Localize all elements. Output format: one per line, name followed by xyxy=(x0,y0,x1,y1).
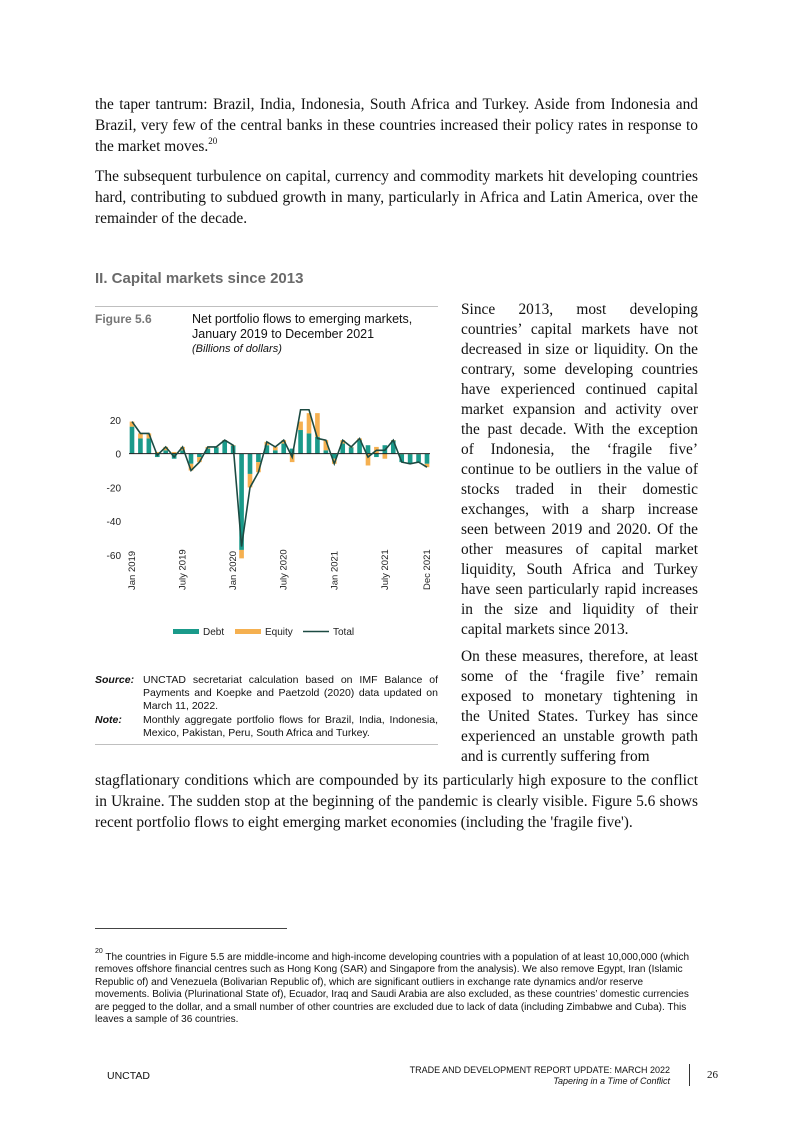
bar-debt xyxy=(256,454,261,462)
text-line: the United States. Turkey has since xyxy=(461,708,698,725)
x-tick-label: Jan 2019 xyxy=(127,550,138,590)
footnote-number: 20 xyxy=(95,947,103,955)
footer-report-subtitle: Tapering in a Time of Conflict xyxy=(553,1076,670,1086)
text-line: continue to be outliers in the value of xyxy=(461,461,698,478)
bar-debt xyxy=(163,450,168,453)
footnote-20 xyxy=(95,947,700,1026)
bar-debt xyxy=(416,454,421,462)
legend-swatch-equity xyxy=(235,629,261,634)
text-line: exposed to monetary tightening in xyxy=(461,688,698,705)
bar-debt xyxy=(248,454,253,474)
figure-label: Figure 5.6 xyxy=(95,312,152,326)
total-line xyxy=(132,410,427,547)
text-line: some of the ‘fragile five’ remain xyxy=(461,668,698,685)
text-line: the past decade. With the exception xyxy=(461,421,698,438)
bar-debt xyxy=(214,447,219,454)
x-tick-label: July 2019 xyxy=(177,549,189,590)
text-line: liquidity, South Africa and Turkey xyxy=(461,561,698,578)
y-tick-label: -20 xyxy=(106,483,121,495)
paragraph-intro: the taper tantrum: Brazil, India, Indonesia, South Africa and Turkey. Aside from Indonesia and Brazil, very few of the central banks in these countries increased their policy rates in response to the market moves.$^{20}$ xyxy=(95,96,698,155)
figure-source xyxy=(95,674,438,740)
text-line: Since 2013, most developing xyxy=(461,301,698,318)
figure-top-rule xyxy=(95,306,438,307)
text-line: experienced an unstable growth path xyxy=(461,728,698,745)
y-tick-label: -60 xyxy=(106,551,121,562)
text-line: exchanges, with a sharp increase xyxy=(461,501,698,518)
bar-debt xyxy=(189,454,194,464)
text-line: seen between 2019 and 2020. Of the xyxy=(461,521,698,538)
bar-debt xyxy=(138,438,143,453)
bar-debt xyxy=(408,454,413,464)
right-column-text-2 xyxy=(461,647,698,767)
text-line: capital markets since 2013. xyxy=(461,621,629,638)
x-tick-label: Dec 2021 xyxy=(422,549,433,590)
x-tick-label: July 2020 xyxy=(278,549,290,590)
text-line: other measures of capital market xyxy=(461,541,698,558)
legend-label-total: Total xyxy=(333,627,355,638)
text-line: market expansion and activity over xyxy=(461,401,698,418)
bar-debt xyxy=(298,430,303,454)
right-column-text-1 xyxy=(461,300,698,640)
bar-debt xyxy=(374,454,379,457)
y-tick-label: 20 xyxy=(109,415,121,427)
bar-debt xyxy=(324,450,329,453)
legend-label-equity: Equity xyxy=(265,627,293,638)
text-line: have experienced continued capital xyxy=(461,381,698,398)
figure-title-line1: Net portfolio flows to emerging markets, xyxy=(192,312,413,326)
figure-units: (Billions of dollars) xyxy=(192,343,282,355)
bar-equity xyxy=(383,454,388,459)
bar-equity xyxy=(239,550,244,558)
footer-report-title: TRADE AND DEVELOPMENT REPORT UPDATE: MARCH 2022 xyxy=(409,1065,670,1075)
text-line: On these measures, therefore, at least xyxy=(461,648,698,665)
section-heading: II. Capital markets since 2013 xyxy=(95,270,304,287)
text-line: have seen particularly rapid increases xyxy=(461,581,698,598)
portfolio-flows-chart xyxy=(95,385,440,650)
page-number: 26 xyxy=(707,1069,718,1081)
x-tick-label: July 2021 xyxy=(379,549,391,590)
source-label: Source: xyxy=(95,674,135,686)
text-line: in the size and liquidity of their xyxy=(461,601,698,618)
footnote-separator xyxy=(95,928,287,929)
footer-org: UNCTAD xyxy=(107,1070,150,1082)
y-tick-label: -40 xyxy=(106,517,121,529)
note-text: Monthly aggregate portfolio flows for Brazil, India, Indonesia, Mexico, Pakistan, Peru, South Africa and Turkey. xyxy=(143,714,438,739)
text-line: and is currently suffering from xyxy=(461,748,650,765)
source-text: UNCTAD secretariat calculation based on IMF Balance of Payments and Koepke and Paetzold (2020) data updated on March 11, 2022. xyxy=(143,674,438,712)
x-tick-label: Jan 2021 xyxy=(329,550,341,590)
footer-divider xyxy=(689,1064,690,1086)
figure-bottom-rule xyxy=(95,744,438,745)
bar-debt xyxy=(130,427,135,454)
text-line: stocks traded in their domestic xyxy=(461,481,698,498)
text-line: countries’ capital markets have not xyxy=(461,321,698,338)
bar-debt xyxy=(307,433,312,453)
figure-title-line2: January 2019 to December 2021 xyxy=(192,327,375,341)
text-line: decreased in size or liquidity. On the xyxy=(461,341,698,358)
text-line: of Indonesia, the ‘fragile five’ xyxy=(461,441,698,458)
legend-label-debt: Debt xyxy=(203,627,225,638)
bar-debt xyxy=(147,438,152,453)
text-line: contrary, some developing countries xyxy=(461,361,698,378)
figure-title xyxy=(192,312,437,342)
legend-swatch-debt xyxy=(173,629,199,634)
footer-report xyxy=(380,1065,670,1087)
bar-debt xyxy=(273,450,278,453)
note-label: Note: xyxy=(95,714,122,726)
y-tick-label: 0 xyxy=(115,449,121,461)
x-tick-label: Jan 2020 xyxy=(228,550,240,590)
paragraph-turbulence: The subsequent turbulence on capital, currency and commodity markets hit developing countries hard, contributing to subdued growth in many, particularly in Africa and Latin America, over the remainder of the decade. xyxy=(95,168,698,227)
bar-debt xyxy=(425,454,430,464)
paragraph-stagflation: stagflationary conditions which are compounded by its particularly high exposure to the conflict in Ukraine. The sudden stop at the beginning of the pandemic is clearly visible. Figure 5.6 shows recent portfolio flows to eight emerging market economies (including the 'fragile five'). xyxy=(95,772,698,831)
footnote-text: The countries in Figure 5.5 are middle-income and high-income developing countries with a population of at least 10,000,000 (which removes offshore financial centres such as Hong Kong (SAR) and Singapore from the analysis). We also remove Egypt, Iran (Islamic Republic of) and Venezuela (Bolivarian Republic of), which are significant outliers in exchange rate dynamics and/or reserve movements. Bolivia (Plurinational State of), Ecuador, Iraq and Saudi Arabia are also excluded, as these countries’ domestic currencies are pegged to the dollar, and a small number of other countries are excluded due to lack of data (including Zimbabwe and Cuba). This leaves a sample of 36 countries. xyxy=(95,952,690,1026)
bar-debt xyxy=(197,454,202,457)
